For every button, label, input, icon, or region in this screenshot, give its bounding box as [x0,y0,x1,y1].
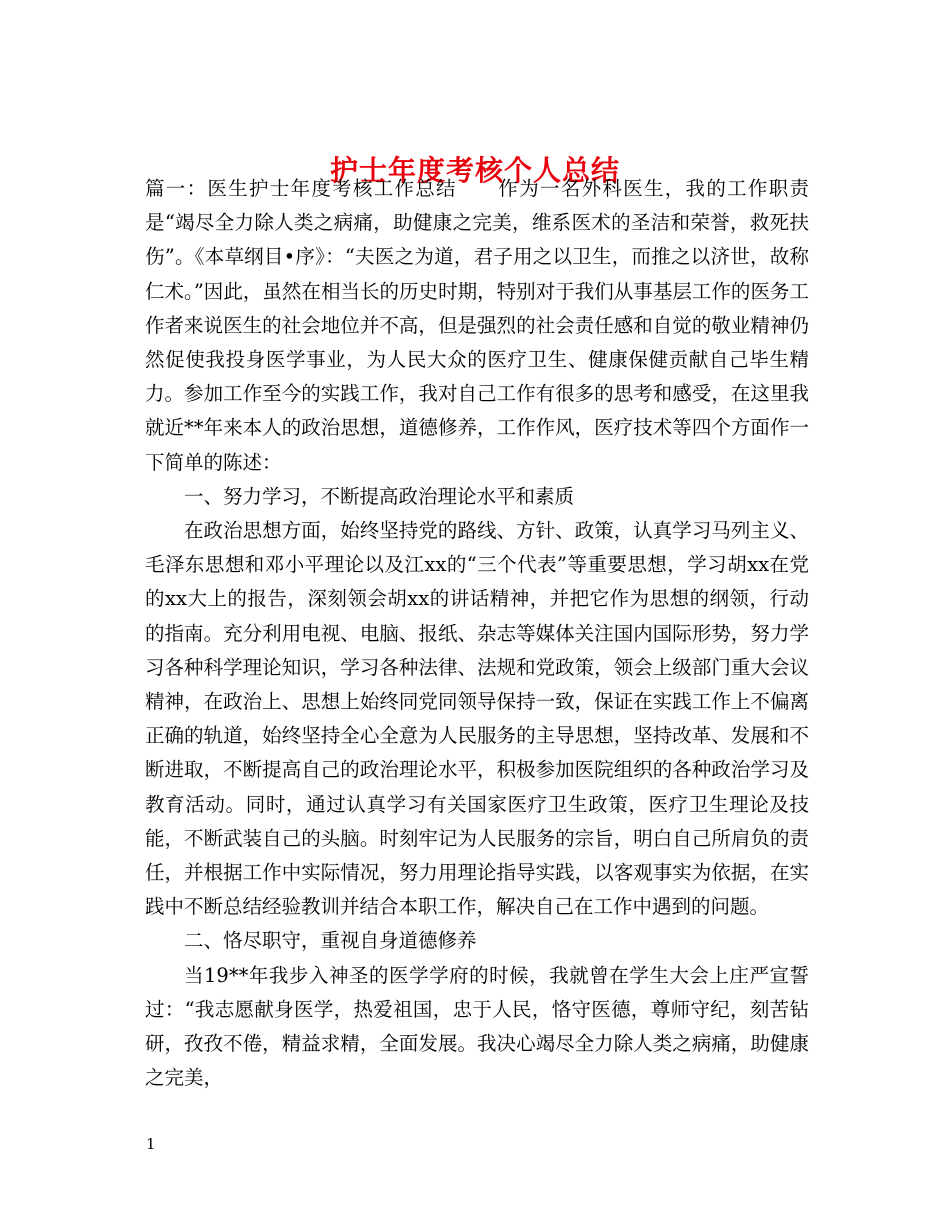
page-number: 1 [146,1135,156,1153]
section-heading-2: 二、恪尽职守，重视自身道德修养 [184,929,477,953]
document-body [145,172,809,1095]
paragraph-intro: 篇一：医生护士年度考核工作总结 作为一名外科医生，我的工作职责是“竭尽全力除人类之病痛，助健康之完美，维系医术的圣洁和荣誉，救死扶伤”。《本草纲目•序》：“夫医之为道，君子用之以卫生，而推之以济世，故称仁术。”因此，虽然在相当长的历史时期，特别对于我们从事基层工作的医务工作者来说医生的社会地位并不高，但是强烈的社会责任感和自觉的敬业精神仍然促使我投身医学事业，为人民大众的医疗卫生、健康保健贡献自己毕生精力。参加工作至今的实践工作，我对自己工作有很多的思考和感受，在这里我就近**年来本人的政治思想，道德修养，工作作风，医疗技术等四个方面作一下简单的陈述： [145,177,809,474]
section-heading-1: 一、努力学习，不断提高政治理论水平和素质 [184,484,575,508]
paragraph-political-thought: 在政治思想方面，始终坚持党的路线、方针、政策，认真学习马列主义、毛泽东思想和邓小平理论以及江xx的“三个代表”等重要思想，学习胡xx在党的xx大上的报告，深刻领会胡xx的讲话精神，并把它作为思想的纲领，行动的指南。充分利用电视、电脑、报纸、杂志等媒体关注国内国际形势，努力学习各种科学理论知识，学习各种法律、法规和党政策，领会上级部门重大会议精神，在政治上、思想上始终同党同领导保持一致，保证在实践工作上不偏离正确的轨道，始终坚持全心全意为人民服务的主导思想，坚持改革、发展和不断进取，不断提高自己的政治理论水平，积极参加医院组织的各种政治学习及教育活动。同时，通过认真学习有关国家医疗卫生政策，医疗卫生理论及技能，不断武装自己的头脑。时刻牢记为人民服务的宗旨，明白自己所肩负的责任，并根据工作中实际情况，努力用理论指导实践，以客观事实为依据，在实践中不断总结经验教训并结合本职工作，解决自己在工作中遇到的问题。 [145,519,809,919]
document-title: 护士年度考核个人总结 [329,153,620,187]
paragraph-oath: 当19**年我步入神圣的医学学府的时候，我就曾在学生大会上庄严宣誓过：“我志愿献身医学，热爱祖国，忠于人民，恪守医德，尊师守纪，刻苦钻研，孜孜不倦，精益求精，全面发展。我决心竭尽全力除人类之病痛，助健康之完美， [145,963,809,1090]
